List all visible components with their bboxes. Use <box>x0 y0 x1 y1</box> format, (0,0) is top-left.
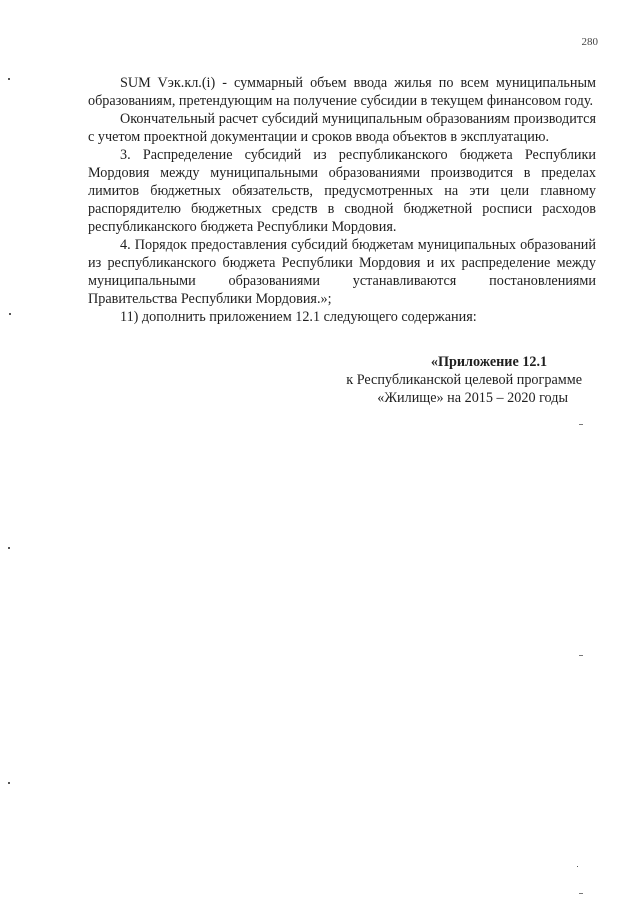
scan-speck <box>9 313 11 315</box>
scan-speck <box>579 655 583 656</box>
paragraph-sum-definition: SUM Vэк.кл.(i) - суммарный объем ввода жилья по всем муниципальным образованиям, претендующим на получение субсидии в текущем финансовом году. <box>88 75 596 109</box>
paragraph-procedure: 4. Порядок предоставления субсидий бюджетам муниципальных образований из республиканского бюджета Республики Мордовия и их распределение между муниципальными образованиями устанавливаются постановлениями Правительства Республики Мордовия.»; <box>88 237 596 307</box>
paragraph-amendment: 11) дополнить приложением 12.1 следующего содержания: <box>120 309 477 325</box>
scan-speck <box>8 782 10 784</box>
appendix-program-years: «Жилище» на 2015 – 2020 годы <box>377 390 568 406</box>
scan-speck <box>579 893 583 894</box>
document-body <box>88 74 596 326</box>
scan-speck <box>8 78 10 80</box>
appendix-header <box>290 353 592 407</box>
paragraph-distribution: 3. Распределение субсидий из республиканского бюджета Республики Мордовия между муниципальными образованиями производится в пределах лимитов бюджетных обязательств, предусмотренных на эти цели главному распорядителю бюджетных средств в сводной бюджетной росписи расходов республиканского бюджета Республики Мордовия. <box>88 147 596 235</box>
appendix-title: «Приложение 12.1 <box>430 354 548 370</box>
scan-speck <box>8 547 10 549</box>
paragraph-final-calculation: Окончательный расчет субсидий муниципальным образованиям производится с учетом проектной документации и сроков ввода объектов в эксплуатацию. <box>88 111 596 145</box>
page-number: 280 <box>581 36 598 48</box>
scan-speck <box>579 424 583 425</box>
appendix-program-line: к Республиканской целевой программе <box>346 372 582 388</box>
scan-speck <box>577 866 578 867</box>
